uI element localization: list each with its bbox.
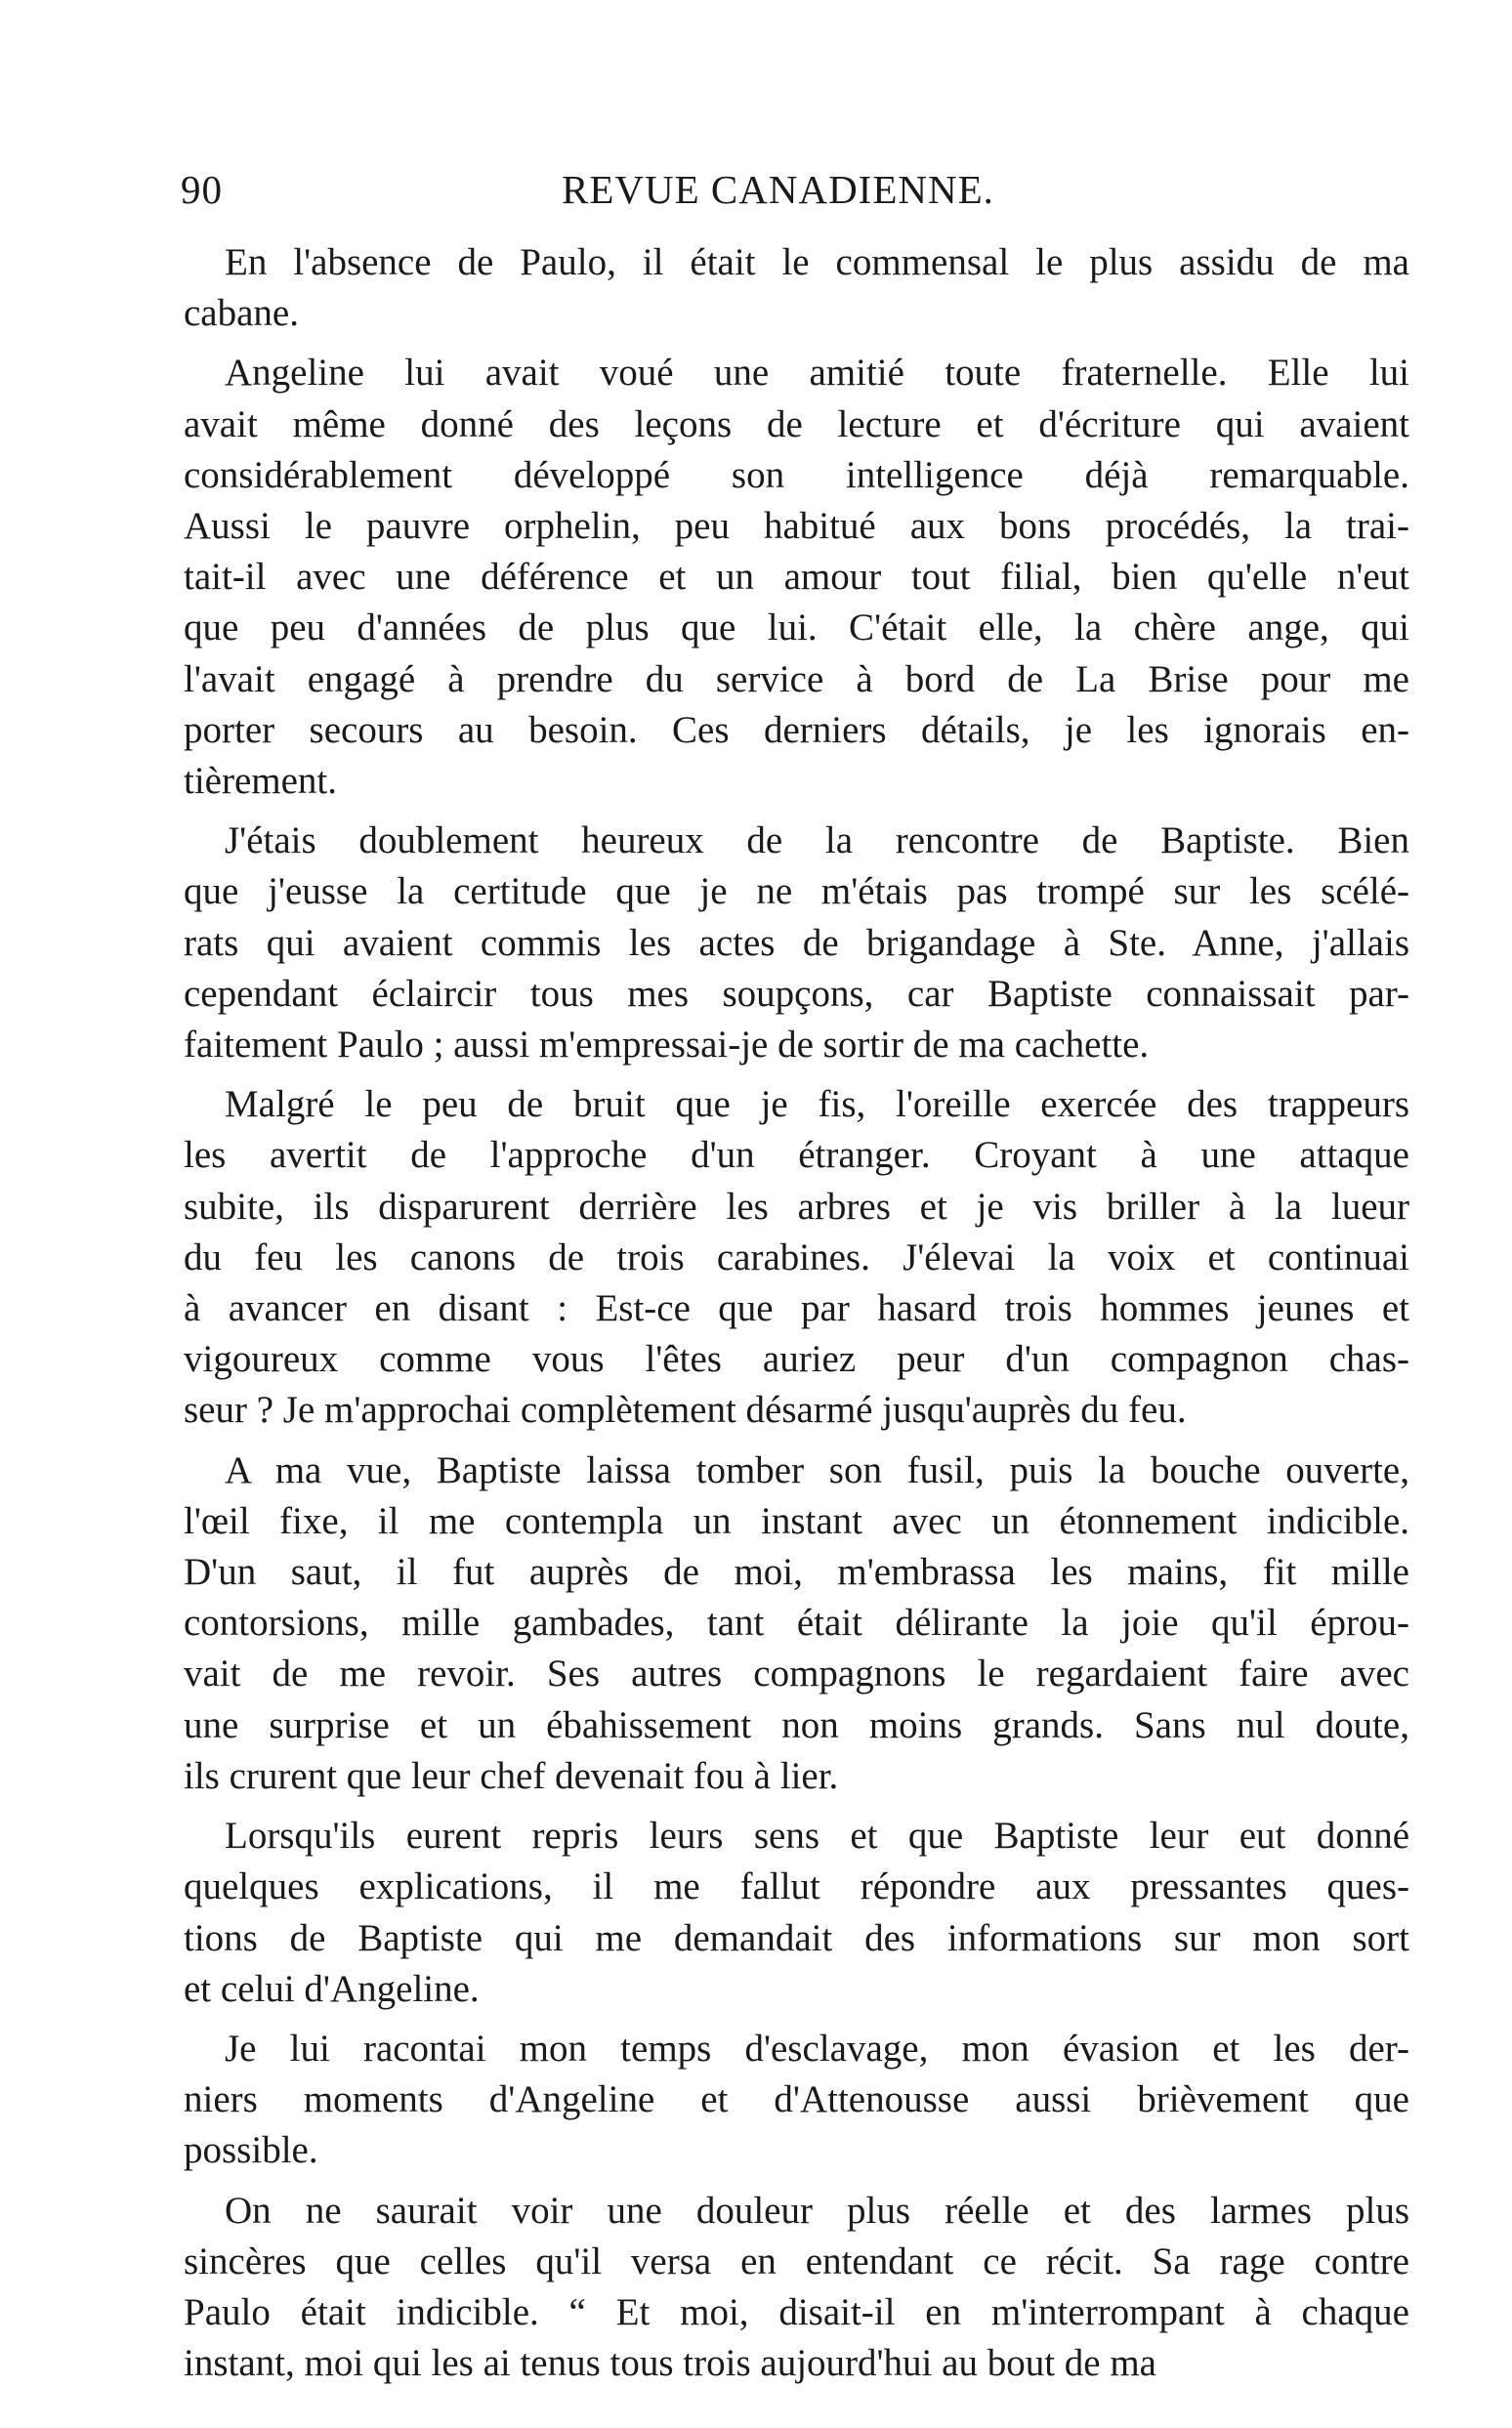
text-line: faitement Paulo ; aussi m'empressai-je de sortir de ma cachette. — [184, 1024, 1150, 1067]
text-line: vait de me revoir. Ses autres compagnons le regardaient faire avec — [184, 1653, 1409, 1695]
text-line: contorsions, mille gambades, tant était délirante la joie qu'il éprou- — [184, 1602, 1409, 1645]
text-line: Lorsqu'ils eurent repris leurs sens et que Baptiste leur eut donné — [225, 1815, 1409, 1858]
text-line: Aussi le pauvre orphelin, peu habitué aux bons procédés, la trai- — [184, 505, 1409, 548]
text-line: En l'absence de Paulo, il était le commensal le plus assidu de ma — [225, 241, 1409, 283]
text-line: subite, ils disparurent derrière les arbres et je vis briller à la lueur — [184, 1185, 1409, 1228]
text-line: l'avait engagé à prendre du service à bord de La Brise pour me — [184, 657, 1409, 700]
text-line: tièrement. — [184, 760, 338, 803]
text-line: que j'eusse la certitude que je ne m'étais pas trompé sur les scélé- — [184, 870, 1409, 913]
paragraph — [184, 1079, 1409, 1436]
text-line: Paulo était indicible. “ Et moi, disait-il en m'interrompant à chaque — [184, 2290, 1409, 2333]
text-line: Angeline lui avait voué une amitié toute fraternelle. Elle lui — [225, 352, 1409, 395]
text-line: rats qui avaient commis les actes de brigandage à Ste. Anne, j'allais — [184, 921, 1409, 964]
text-line: J'étais doublement heureux de la rencontre de Baptiste. Bien — [225, 819, 1409, 862]
text-line: Malgré le peu de bruit que je fis, l'oreille exercée des trappeurs — [225, 1083, 1409, 1126]
paragraph — [184, 2024, 1409, 2177]
text-line: possible. — [184, 2129, 318, 2172]
text-line: quelques explications, il me fallut répondre aux pressantes ques- — [184, 1865, 1409, 1908]
text-line: du feu les canons de trois carabines. J'élevai la voix et continuai — [184, 1235, 1409, 1278]
paragraph — [184, 816, 1409, 1070]
text-line: ils crurent que leur chef devenait fou à lier. — [184, 1754, 839, 1797]
text-line: A ma vue, Baptiste laissa tomber son fusil, puis la bouche ouverte, — [225, 1448, 1409, 1491]
text-line: avait même donné des leçons de lecture et d'écriture qui avaient — [184, 402, 1409, 445]
body-text — [184, 237, 1409, 2398]
paragraph — [184, 1811, 1409, 2015]
paragraph — [184, 1445, 1409, 1802]
text-line: instant, moi qui les ai tenus tous trois aujourd'hui au bout de ma — [184, 2342, 1156, 2385]
text-line: porter secours au besoin. Ces derniers détails, je les ignorais en- — [184, 708, 1409, 751]
text-line: une surprise et un ébahissement non moins grands. Sans nul doute, — [184, 1703, 1409, 1746]
text-line: à avancer en disant : Est-ce que par hasard trois hommes jeunes et — [184, 1287, 1409, 1330]
text-line: tions de Baptiste qui me demandait des informations sur mon sort — [184, 1916, 1409, 1959]
text-line: l'œil fixe, il me contempla un instant avec un étonnement indicible. — [184, 1499, 1409, 1542]
text-line: cabane. — [184, 292, 299, 335]
text-line: seur ? Je m'approchai complètement désarmé jusqu'auprès du feu. — [184, 1389, 1187, 1432]
text-line: niers moments d'Angeline et d'Attenousse aussi brièvement que — [184, 2078, 1409, 2121]
text-line: considérablement développé son intelligence déjà remarquable. — [184, 453, 1409, 496]
text-line: tait-il avec une déférence et un amour tout filial, bien qu'elle n'eut — [184, 556, 1409, 599]
page-number: 90 — [181, 167, 223, 212]
text-line: cependant éclaircir tous mes soupçons, car Baptiste connaissait par- — [184, 972, 1409, 1015]
paragraph — [184, 348, 1409, 807]
page-header — [181, 166, 1411, 225]
running-title: REVUE CANADIENNE. — [562, 167, 994, 212]
text-line: vigoureux comme vous l'êtes auriez peur d'un compagnon chas- — [184, 1338, 1409, 1381]
text-line: sincères que celles qu'il versa en entendant ce récit. Sa rage contre — [184, 2240, 1409, 2282]
text-line: les avertit de l'approche d'un étranger. Croyant à une attaque — [184, 1134, 1409, 1177]
paragraph — [184, 237, 1409, 339]
paragraph — [184, 2186, 1409, 2390]
text-line: Je lui racontai mon temps d'esclavage, mon évasion et les der- — [225, 2027, 1409, 2070]
text-line: que peu d'années de plus que lui. C'était elle, la chère ange, qui — [184, 607, 1409, 649]
text-line: D'un saut, il fut auprès de moi, m'embrassa les mains, fit mille — [184, 1551, 1409, 1594]
text-line: et celui d'Angeline. — [184, 1967, 480, 2010]
text-line: On ne saurait voir une douleur plus réelle et des larmes plus — [225, 2189, 1409, 2232]
